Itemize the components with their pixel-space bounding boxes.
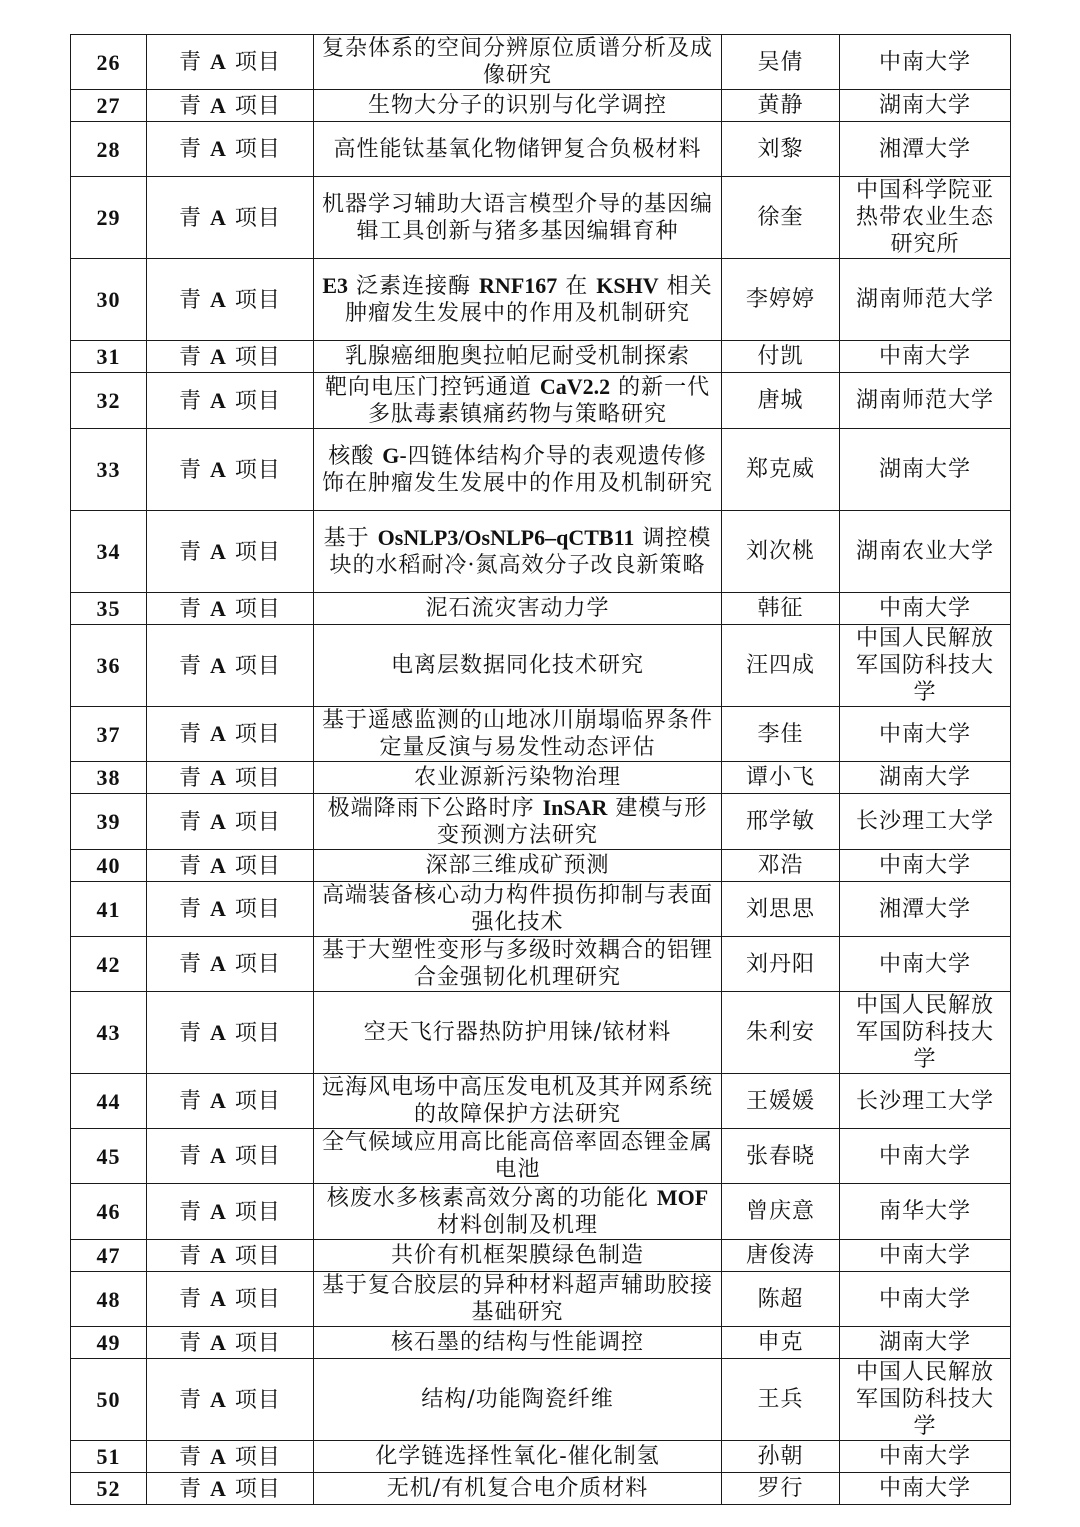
project-type: 青 A 项目: [147, 992, 314, 1074]
project-institution: 中南大学: [840, 707, 1011, 762]
project-number: 35: [71, 593, 147, 625]
project-type: 青 A 项目: [147, 625, 314, 707]
project-leader: 张春晓: [722, 1129, 840, 1184]
table-row: [71, 937, 1011, 992]
table-row: [71, 1473, 1011, 1505]
project-institution: 长沙理工大学: [840, 1074, 1011, 1129]
project-leader: 刘黎: [722, 122, 840, 177]
project-type: 青 A 项目: [147, 1074, 314, 1129]
project-leader: 吴倩: [722, 35, 840, 90]
project-institution: 湖南大学: [840, 90, 1011, 122]
table-row: [71, 593, 1011, 625]
project-institution: 湖南大学: [840, 762, 1011, 794]
project-leader: 朱利安: [722, 992, 840, 1074]
project-title: 泥石流灾害动力学: [314, 593, 722, 625]
project-institution: 中南大学: [840, 850, 1011, 882]
table-row: [71, 1327, 1011, 1359]
table-row: [71, 794, 1011, 850]
project-number: 27: [71, 90, 147, 122]
project-title: 基于遥感监测的山地冰川崩塌临界条件定量反演与易发性动态评估: [314, 707, 722, 762]
project-type: 青 A 项目: [147, 707, 314, 762]
project-table: [70, 34, 1011, 1505]
project-title: 远海风电场中高压发电机及其并网系统的故障保护方法研究: [314, 1074, 722, 1129]
table-row: [71, 1441, 1011, 1473]
project-type: 青 A 项目: [147, 90, 314, 122]
table-row: [71, 1359, 1011, 1441]
project-type: 青 A 项目: [147, 1359, 314, 1441]
project-number: 43: [71, 992, 147, 1074]
project-title: 化学链选择性氧化-催化制氢: [314, 1441, 722, 1473]
table-row: [71, 762, 1011, 794]
project-type: 青 A 项目: [147, 1240, 314, 1272]
project-title: 电离层数据同化技术研究: [314, 625, 722, 707]
project-title: 高性能钛基氧化物储钾复合负极材料: [314, 122, 722, 177]
project-type: 青 A 项目: [147, 850, 314, 882]
project-number: 26: [71, 35, 147, 90]
project-type: 青 A 项目: [147, 1441, 314, 1473]
project-leader: 李佳: [722, 707, 840, 762]
project-institution: 中南大学: [840, 1473, 1011, 1505]
project-leader: 刘次桃: [722, 511, 840, 593]
project-leader: 韩征: [722, 593, 840, 625]
table-row: [71, 707, 1011, 762]
table-row: [71, 992, 1011, 1074]
project-type: 青 A 项目: [147, 762, 314, 794]
project-number: 51: [71, 1441, 147, 1473]
project-number: 31: [71, 341, 147, 373]
project-leader: 陈超: [722, 1272, 840, 1327]
table-row: [71, 1074, 1011, 1129]
project-leader: 王兵: [722, 1359, 840, 1441]
project-number: 42: [71, 937, 147, 992]
table-row: [71, 259, 1011, 341]
table-row: [71, 90, 1011, 122]
project-title: 无机/有机复合电介质材料: [314, 1473, 722, 1505]
project-title: 农业源新污染物治理: [314, 762, 722, 794]
project-type: 青 A 项目: [147, 937, 314, 992]
project-number: 34: [71, 511, 147, 593]
project-institution: 湘潭大学: [840, 122, 1011, 177]
table-row: [71, 625, 1011, 707]
table-row: [71, 1129, 1011, 1184]
project-number: 36: [71, 625, 147, 707]
project-type: 青 A 项目: [147, 511, 314, 593]
project-institution: 中南大学: [840, 1272, 1011, 1327]
project-title: 生物大分子的识别与化学调控: [314, 90, 722, 122]
project-institution: 湖南农业大学: [840, 511, 1011, 593]
table-row: [71, 35, 1011, 90]
project-title: 基于 OsNLP3/OsNLP6–qCTB11 调控模块的水稻耐冷·氮高效分子改良新策略: [314, 511, 722, 593]
project-title: 结构/功能陶瓷纤维: [314, 1359, 722, 1441]
project-type: 青 A 项目: [147, 1184, 314, 1240]
project-leader: 徐奎: [722, 177, 840, 259]
project-title: 共价有机框架膜绿色制造: [314, 1240, 722, 1272]
table-row: [71, 341, 1011, 373]
project-leader: 邢学敏: [722, 794, 840, 850]
project-institution: 中南大学: [840, 1441, 1011, 1473]
project-institution: 中南大学: [840, 35, 1011, 90]
project-title: 深部三维成矿预测: [314, 850, 722, 882]
project-leader: 邓浩: [722, 850, 840, 882]
project-title: 全气候域应用高比能高倍率固态锂金属电池: [314, 1129, 722, 1184]
table-row: [71, 1272, 1011, 1327]
project-number: 50: [71, 1359, 147, 1441]
project-title: 基于复合胶层的异种材料超声辅助胶接基础研究: [314, 1272, 722, 1327]
project-number: 47: [71, 1240, 147, 1272]
project-institution: 湖南大学: [840, 1327, 1011, 1359]
project-title: 空天飞行器热防护用铼/铱材料: [314, 992, 722, 1074]
project-type: 青 A 项目: [147, 794, 314, 850]
project-number: 37: [71, 707, 147, 762]
project-institution: 中国人民解放军国防科技大学: [840, 992, 1011, 1074]
project-leader: 罗行: [722, 1473, 840, 1505]
project-number: 45: [71, 1129, 147, 1184]
project-leader: 汪四成: [722, 625, 840, 707]
project-type: 青 A 项目: [147, 259, 314, 341]
project-title: 乳腺癌细胞奥拉帕尼耐受机制探索: [314, 341, 722, 373]
project-institution: 湖南师范大学: [840, 259, 1011, 341]
project-leader: 唐俊涛: [722, 1240, 840, 1272]
project-number: 28: [71, 122, 147, 177]
project-institution: 中国科学院亚热带农业生态研究所: [840, 177, 1011, 259]
project-number: 32: [71, 373, 147, 429]
project-leader: 刘丹阳: [722, 937, 840, 992]
project-type: 青 A 项目: [147, 341, 314, 373]
project-type: 青 A 项目: [147, 593, 314, 625]
project-institution: 湖南师范大学: [840, 373, 1011, 429]
project-type: 青 A 项目: [147, 35, 314, 90]
project-title: 核废水多核素高效分离的功能化 MOF 材料创制及机理: [314, 1184, 722, 1240]
project-title: 机器学习辅助大语言模型介导的基因编辑工具创新与猪多基因编辑育种: [314, 177, 722, 259]
project-type: 青 A 项目: [147, 882, 314, 937]
project-leader: 谭小飞: [722, 762, 840, 794]
table-row: [71, 122, 1011, 177]
project-leader: 孙朝: [722, 1441, 840, 1473]
project-institution: 中国人民解放军国防科技大学: [840, 1359, 1011, 1441]
project-title: 核石墨的结构与性能调控: [314, 1327, 722, 1359]
table-row: [71, 511, 1011, 593]
table-row: [71, 882, 1011, 937]
project-type: 青 A 项目: [147, 1272, 314, 1327]
project-title: 靶向电压门控钙通道 CaV2.2 的新一代多肽毒素镇痛药物与策略研究: [314, 373, 722, 429]
project-institution: 长沙理工大学: [840, 794, 1011, 850]
project-number: 52: [71, 1473, 147, 1505]
project-title: 极端降雨下公路时序 InSAR 建模与形变预测方法研究: [314, 794, 722, 850]
table-row: [71, 1184, 1011, 1240]
project-number: 49: [71, 1327, 147, 1359]
project-type: 青 A 项目: [147, 429, 314, 511]
table-row: [71, 373, 1011, 429]
table-row: [71, 850, 1011, 882]
project-type: 青 A 项目: [147, 1129, 314, 1184]
project-number: 48: [71, 1272, 147, 1327]
project-institution: 湖南大学: [840, 429, 1011, 511]
project-title: 基于大塑性变形与多级时效耦合的铝锂合金强韧化机理研究: [314, 937, 722, 992]
project-type: 青 A 项目: [147, 1327, 314, 1359]
project-leader: 付凯: [722, 341, 840, 373]
project-institution: 中南大学: [840, 937, 1011, 992]
project-number: 29: [71, 177, 147, 259]
project-number: 41: [71, 882, 147, 937]
project-number: 44: [71, 1074, 147, 1129]
project-number: 39: [71, 794, 147, 850]
project-institution: 南华大学: [840, 1184, 1011, 1240]
project-type: 青 A 项目: [147, 122, 314, 177]
project-institution: 中国人民解放军国防科技大学: [840, 625, 1011, 707]
project-leader: 黄静: [722, 90, 840, 122]
project-institution: 中南大学: [840, 1129, 1011, 1184]
project-leader: 郑克威: [722, 429, 840, 511]
project-number: 38: [71, 762, 147, 794]
project-type: 青 A 项目: [147, 1473, 314, 1505]
project-leader: 唐城: [722, 373, 840, 429]
table-body: [71, 35, 1011, 1505]
project-type: 青 A 项目: [147, 373, 314, 429]
table-row: [71, 177, 1011, 259]
project-title: 复杂体系的空间分辨原位质谱分析及成像研究: [314, 35, 722, 90]
project-number: 46: [71, 1184, 147, 1240]
project-institution: 湘潭大学: [840, 882, 1011, 937]
project-institution: 中南大学: [840, 1240, 1011, 1272]
project-number: 33: [71, 429, 147, 511]
project-number: 40: [71, 850, 147, 882]
project-leader: 申克: [722, 1327, 840, 1359]
project-title: 核酸 G-四链体结构介导的表观遗传修饰在肿瘤发生发展中的作用及机制研究: [314, 429, 722, 511]
project-institution: 中南大学: [840, 341, 1011, 373]
project-number: 30: [71, 259, 147, 341]
project-institution: 中南大学: [840, 593, 1011, 625]
project-title: 高端装备核心动力构件损伤抑制与表面强化技术: [314, 882, 722, 937]
project-leader: 李婷婷: [722, 259, 840, 341]
project-type: 青 A 项目: [147, 177, 314, 259]
project-leader: 刘思思: [722, 882, 840, 937]
table-row: [71, 429, 1011, 511]
project-leader: 王媛媛: [722, 1074, 840, 1129]
project-title: E3 泛素连接酶 RNF167 在 KSHV 相关肿瘤发生发展中的作用及机制研究: [314, 259, 722, 341]
table-row: [71, 1240, 1011, 1272]
project-leader: 曾庆意: [722, 1184, 840, 1240]
